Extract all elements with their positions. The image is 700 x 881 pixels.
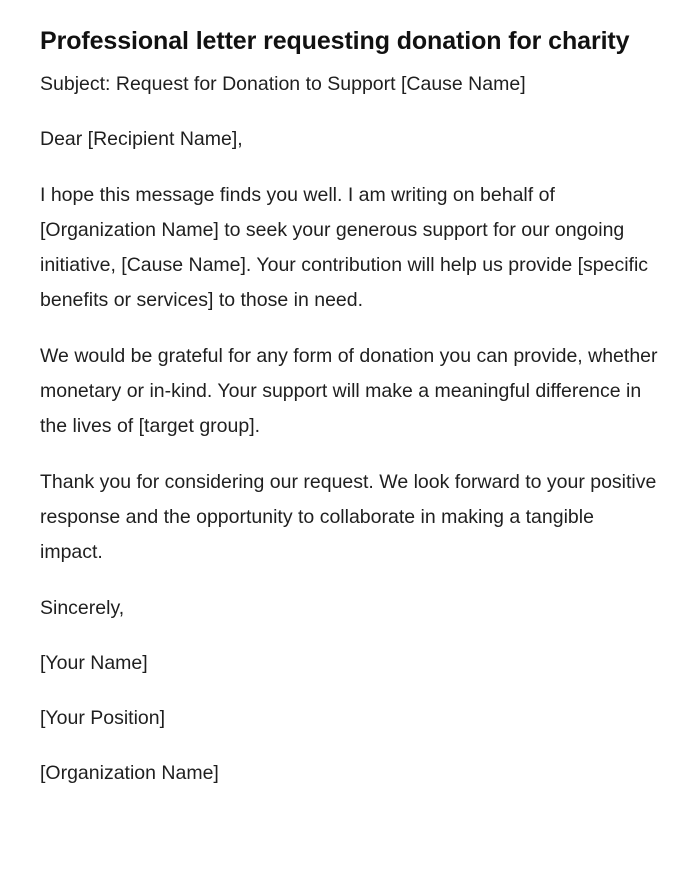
body-paragraph-intro: I hope this message finds you well. I am writing on behalf of [Organization Name] to seek your generous support for our ongoing initiative, [Cause Name]. Your contribution will help us provide [specific benefits or services] to those in need. [40, 183, 649, 312]
signature-position: [Your Position] [40, 707, 166, 730]
signature-organization: [Organization Name] [40, 762, 219, 785]
body-paragraph-request: We would be grateful for any form of donation you can provide, whether monetary or in-kind. Your support will make a meaningful difference in the lives of [target group]. [40, 344, 658, 438]
page-title: Professional letter requesting donation for charity [40, 27, 630, 55]
subject-line: Subject: Request for Donation to Support [Cause Name] [40, 73, 526, 95]
letter-document [40, 19, 660, 792]
salutation: Dear [Recipient Name], [40, 128, 243, 151]
signature-name: [Your Name] [40, 651, 148, 674]
body-paragraph-thanks: Thank you for considering our request. We look forward to your positive response and the opportunity to collaborate in making a tangible impact. [40, 470, 657, 564]
closing: Sincerely, [40, 596, 125, 619]
